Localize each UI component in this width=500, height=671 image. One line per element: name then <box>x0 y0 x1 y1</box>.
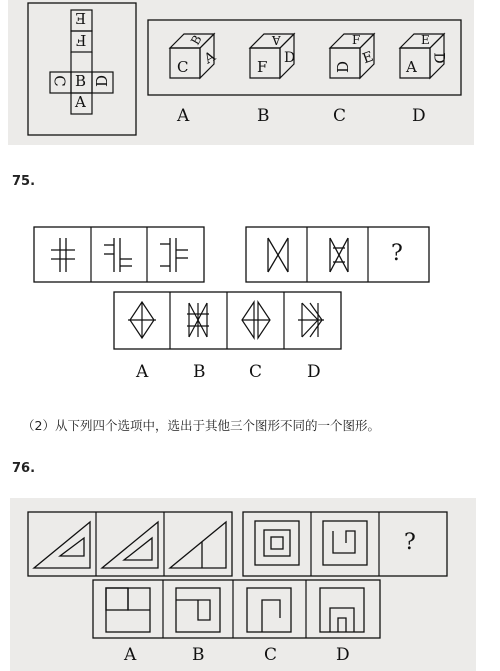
q75-option-c[interactable]: C <box>249 362 263 382</box>
net-face-f: F <box>76 31 87 49</box>
q76-option-b[interactable]: B <box>192 645 205 665</box>
q76-question-mark: ? <box>404 530 416 555</box>
cube-a-top: B <box>188 32 205 48</box>
q76-option-d[interactable]: D <box>336 645 350 665</box>
q75-question-mark: ? <box>391 241 403 266</box>
cube-c-front: D <box>334 60 353 74</box>
net-face-a: A <box>75 93 86 111</box>
q76-number: 76. <box>12 461 36 476</box>
q74-option-c[interactable]: C <box>333 106 347 126</box>
cube-d-front: A <box>406 58 417 76</box>
q74-option-d[interactable]: D <box>412 106 426 126</box>
q75-option-d[interactable]: D <box>307 362 321 382</box>
cube-a-front: C <box>177 58 189 76</box>
instruction-text: （2）从下列四个选项中，选出于其他三个图形不同的一个图形。 <box>22 418 380 433</box>
q75-option-b[interactable]: B <box>193 362 206 382</box>
cube-d-top: E <box>421 33 430 47</box>
q74-option-a[interactable]: A <box>177 106 190 126</box>
net-face-b: B <box>75 72 87 90</box>
net-face-e: E <box>75 9 86 27</box>
q76-option-c[interactable]: C <box>264 645 278 665</box>
q74-option-b[interactable]: B <box>257 106 270 126</box>
cube-b-top: A <box>272 33 281 47</box>
q75-number: 75. <box>12 174 36 189</box>
cube-c-top: F <box>352 33 361 47</box>
net-face-c: C <box>50 75 69 87</box>
q75-option-a[interactable]: A <box>136 362 149 382</box>
cube-b-front: F <box>257 58 268 76</box>
net-face-d: D <box>93 74 112 88</box>
cube-a-right: A <box>201 48 219 68</box>
q76-option-a[interactable]: A <box>124 645 137 665</box>
cube-b-right: D <box>284 50 296 66</box>
cube-c-right: E <box>360 48 376 68</box>
cube-d-right: D <box>430 52 447 64</box>
